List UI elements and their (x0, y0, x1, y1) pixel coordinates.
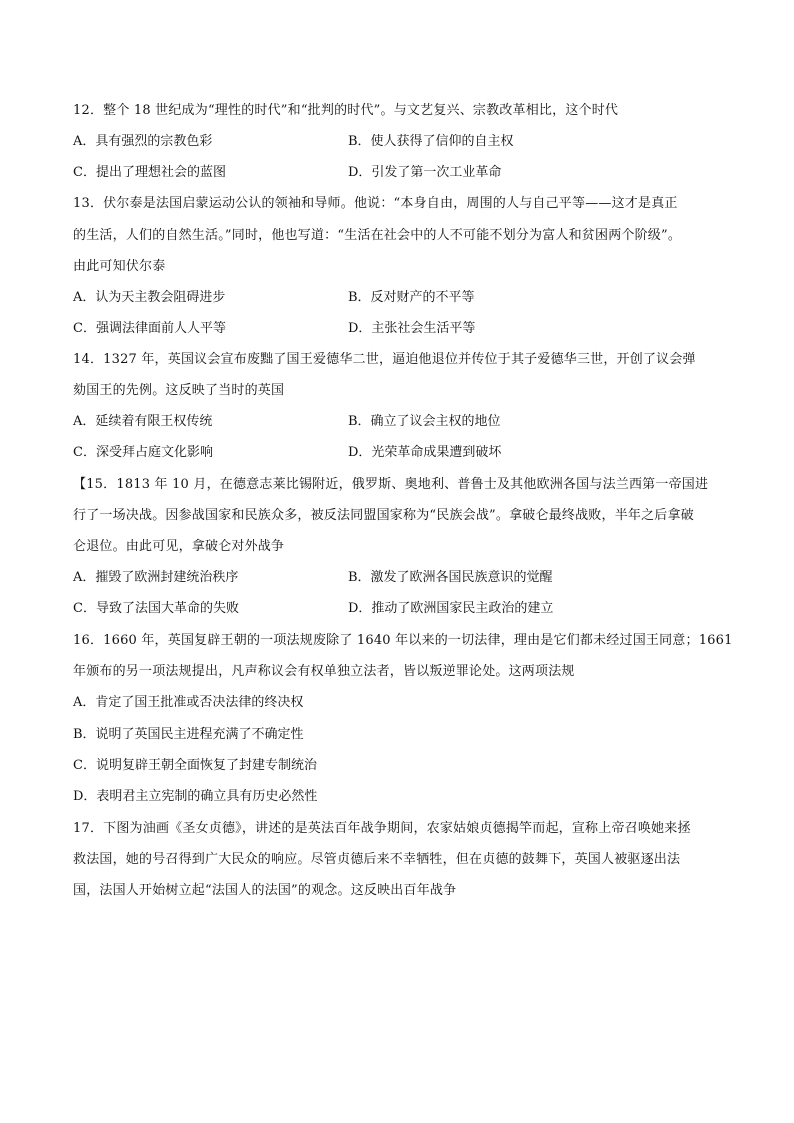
question-13-option-d: D．主张社会生活平等 (348, 321, 476, 336)
question-13-stem-line-3: 由此可知伏尔泰 (73, 259, 166, 274)
question-15-option-a: A．摧毁了欧洲封建统治秩序 (73, 570, 239, 585)
question-16-stem-line-2: 年颁布的另一项法规提出，凡声称议会有权单独立法者，皆以叛逆罪论处。这两项法规 (73, 664, 575, 679)
question-14-option-b: B．确立了议会主权的地位 (348, 414, 501, 429)
question-12-option-a: A．具有强烈的宗教色彩 (73, 134, 213, 149)
question-14-stem-line-2: 劾国王的先例。这反映了当时的英国 (73, 383, 285, 398)
question-16-option-a: A．肯定了国王批准或否决法律的终决权 (73, 695, 304, 710)
question-15-option-b: B．激发了欧洲各国民族意识的觉醒 (348, 570, 553, 585)
question-12-stem: 12．整个 18 世纪成为“理性的时代”和“批判的时代”。与文艺复兴、宗教改革相比，这个时代 (73, 103, 619, 118)
question-14-option-a: A．延续着有限王权传统 (73, 414, 213, 429)
question-13-stem-line-1: 13．伏尔泰是法国启蒙运动公认的领袖和导师。他说：“本身自由，周围的人与自己平等——这才是真正 (73, 196, 678, 211)
question-17-stem-line-3: 国，法国人开始树立起“法国人的法国”的观念。这反映出百年战争 (73, 883, 457, 898)
question-16-stem-line-1: 16．1660 年，英国复辟王朝的一项法规废除了 1640 年以来的一切法律，理由是它们都未经过国王同意；1661 (73, 633, 733, 648)
question-13-stem-line-2: 的生活，人们的自然生活。”同时，他也写道：“生活在社会中的人不可能不划分为富人和贫困两个阶级”。 (73, 228, 682, 243)
question-12-option-d: D．引发了第一次工业革命 (348, 165, 502, 180)
question-16-option-b: B．说明了英国民主进程充满了不确定性 (73, 727, 304, 742)
question-15-stem-line-2: 行了一场决战。因参战国家和民族众多，被反法同盟国家称为“民族会战”。拿破仑最终战败，半年之后拿破 (73, 508, 694, 523)
question-12-option-c: C．提出了理想社会的蓝图 (73, 165, 226, 180)
question-12-option-b: B．使人获得了信仰的自主权 (348, 134, 514, 149)
question-16-option-c: C．说明复辟王朝全面恢复了封建专制统治 (73, 758, 317, 773)
question-17-stem-line-1: 17．下图为油画《圣女贞德》，讲述的是英法百年战争期间，农家姑娘贞德揭竿而起，宣称上帝召唤她来拯 (73, 821, 691, 836)
question-13-option-b: B．反对财产的不平等 (348, 290, 475, 305)
question-15-stem-line-3: 仑退位。由此可见，拿破仑对外战争 (73, 539, 285, 554)
question-13-option-c: C．强调法律面前人人平等 (73, 321, 226, 336)
question-15-option-c: C．导致了法国大革命的失败 (73, 601, 239, 616)
question-16-option-d: D．表明君主立宪制的确立具有历史必然性 (73, 789, 318, 804)
question-17-stem-line-2: 救法国，她的号召得到广大民众的响应。尽管贞德后来不幸牺牲，但在贞德的鼓舞下，英国人被驱逐出法 (73, 852, 681, 867)
question-14-option-d: D．光荣革命成果遭到破坏 (348, 445, 502, 460)
question-15-option-d: D．推动了欧洲国家民主政治的建立 (348, 601, 554, 616)
question-14-stem-line-1: 14．1327 年，英国议会宣布废黜了国王爱德华二世，逼迫他退位并传位于其子爱德华三世，开创了议会弹 (73, 352, 696, 367)
question-14-option-c: C．深受拜占庭文化影响 (73, 445, 213, 460)
question-15-stem-line-1: 【15．1813 年 10 月，在德意志莱比锡附近，俄罗斯、奥地利、普鲁士及其他欧洲各国与法兰西第一帝国进 (73, 477, 709, 492)
question-13-option-a: A．认为天主教会阻碍进步 (73, 290, 226, 305)
